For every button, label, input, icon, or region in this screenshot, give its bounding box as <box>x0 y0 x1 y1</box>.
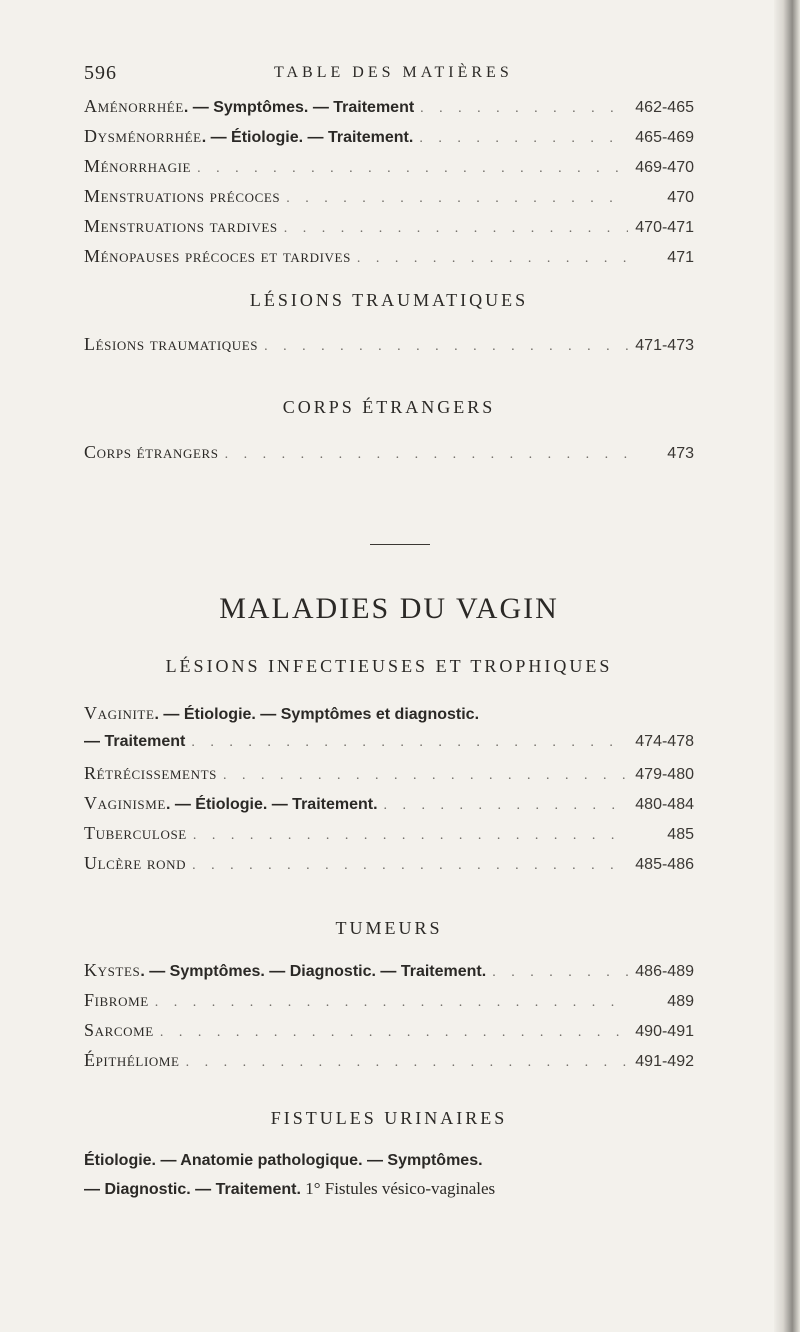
leader-dots <box>191 735 628 751</box>
leader-dots <box>384 798 628 814</box>
running-title: TABLE DES MATIÈRES <box>274 64 513 81</box>
entry-term: Aménorrhée <box>84 96 184 116</box>
entry-pages: 471 <box>667 249 694 266</box>
entry-term: Ménorrhagie <box>84 156 192 176</box>
entry-pages: 480-484 <box>635 796 694 813</box>
entry-term: Vaginisme <box>84 793 166 813</box>
leader-dots <box>160 1025 628 1041</box>
toc-block-lesions <box>84 334 694 364</box>
leader-dots <box>193 828 628 844</box>
entry-subtopics: . — Étiologie. — Traitement. <box>165 796 378 813</box>
toc-entry <box>84 960 694 990</box>
leader-dots <box>264 339 628 355</box>
toc-entry <box>84 853 694 883</box>
entry-term: Rétrécissements <box>84 763 217 783</box>
fistules-line-1 <box>84 1146 694 1175</box>
section-heading-fistules: FISTULES URINAIRES <box>270 1108 508 1128</box>
entry-pages: 473 <box>667 445 694 462</box>
leader-dots <box>225 447 628 463</box>
leader-dots <box>155 995 628 1011</box>
leader-dots <box>286 191 628 207</box>
toc-entry <box>84 990 694 1020</box>
entry-term: Épithéliome <box>84 1050 180 1070</box>
toc-block-menstruation <box>84 96 694 276</box>
entry-pages: 474-478 <box>635 733 694 750</box>
leader-dots <box>419 131 628 147</box>
entry-term: Corps étrangers <box>84 442 219 462</box>
entry-subtopics: . — Étiologie. — Traitement. <box>201 129 414 146</box>
toc-entry <box>84 1050 694 1080</box>
toc-entry-vaginite <box>84 703 694 763</box>
section-heading-lesions: LÉSIONS TRAUMATIQUES <box>249 290 529 310</box>
entry-term: Menstruations tardives <box>84 216 278 236</box>
section-heading-tumeurs: TUMEURS <box>335 918 443 938</box>
leader-dots <box>357 251 628 267</box>
toc-block-tumeurs <box>84 960 694 1080</box>
toc-entry <box>84 823 694 853</box>
fistules-paragraph <box>84 1146 694 1204</box>
leader-dots <box>223 768 628 784</box>
fistules-subsection: 1° Fistules vésico-vaginales <box>300 1179 496 1198</box>
toc-entry <box>84 96 694 126</box>
entry-pages: 469-470 <box>635 159 694 176</box>
entry-term: Menstruations précoces <box>84 186 281 206</box>
entry-pages: 491-492 <box>635 1053 694 1070</box>
toc-entry-line <box>84 703 694 733</box>
fistules-subtopics-2: — Diagnostic. — Traitement. <box>84 1181 301 1198</box>
entry-pages: 486-489 <box>635 963 694 980</box>
toc-entry <box>84 1020 694 1050</box>
toc-entry <box>84 334 694 364</box>
entry-pages: 485-486 <box>635 856 694 873</box>
entry-pages: 465-469 <box>635 129 694 146</box>
entry-pages: 462-465 <box>635 99 694 116</box>
entry-pages: 471-473 <box>635 337 694 354</box>
entry-pages: 470-471 <box>635 219 694 236</box>
entry-pages: 490-491 <box>635 1023 694 1040</box>
leader-dots <box>192 858 628 874</box>
entry-term: Ulcère rond <box>84 853 187 873</box>
leader-dots <box>284 221 628 237</box>
toc-entry <box>84 442 694 472</box>
entry-pages: 470 <box>667 189 694 206</box>
entry-subtopics: — Traitement <box>84 733 186 750</box>
toc-entry <box>84 246 694 276</box>
section-divider <box>370 544 430 545</box>
page-header <box>84 62 704 90</box>
toc-block-vagin <box>84 763 694 883</box>
fistules-subtopics: Étiologie. — Anatomie pathologique. — Symptômes. <box>84 1152 483 1169</box>
entry-term: Lésions traumatiques <box>84 334 259 354</box>
entry-pages: 485 <box>667 826 694 843</box>
toc-block-corps <box>84 442 694 472</box>
page-edge-shadow <box>774 0 800 1332</box>
toc-entry <box>84 216 694 246</box>
entry-subtopics: . — Symptômes. — Traitement <box>183 99 415 116</box>
fistules-line-2 <box>84 1175 694 1204</box>
entry-term: Fibrome <box>84 990 149 1010</box>
entry-term: Kystes <box>84 960 141 980</box>
toc-entry <box>84 126 694 156</box>
entry-term: Vaginite <box>84 703 155 723</box>
toc-entry <box>84 156 694 186</box>
leader-dots <box>186 1055 628 1071</box>
leader-dots <box>420 101 628 117</box>
entry-term: Tuberculose <box>84 823 187 843</box>
entry-pages: 479-480 <box>635 766 694 783</box>
leader-dots <box>197 161 628 177</box>
toc-entry <box>84 186 694 216</box>
toc-entry <box>84 793 694 823</box>
entry-term: Sarcome <box>84 1020 154 1040</box>
toc-entry <box>84 763 694 793</box>
entry-term: Dysménorrhée <box>84 126 202 146</box>
entry-term: Ménopauses précoces et tardives <box>84 246 351 266</box>
page-number: 596 <box>84 62 117 84</box>
chapter-heading-maladies: MALADIES DU VAGIN <box>219 592 559 625</box>
leader-dots <box>492 965 628 981</box>
toc-entry-line <box>84 733 694 763</box>
entry-subtopics: . — Étiologie. — Symptômes et diagnostic. <box>154 706 480 723</box>
section-heading-infectieuses: LÉSIONS INFECTIEUSES ET TROPHIQUES <box>165 656 613 676</box>
entry-pages: 489 <box>667 993 694 1010</box>
entry-subtopics: . — Symptômes. — Diagnostic. — Traitement. <box>140 963 487 980</box>
section-heading-corps: CORPS ÉTRANGERS <box>282 397 496 417</box>
